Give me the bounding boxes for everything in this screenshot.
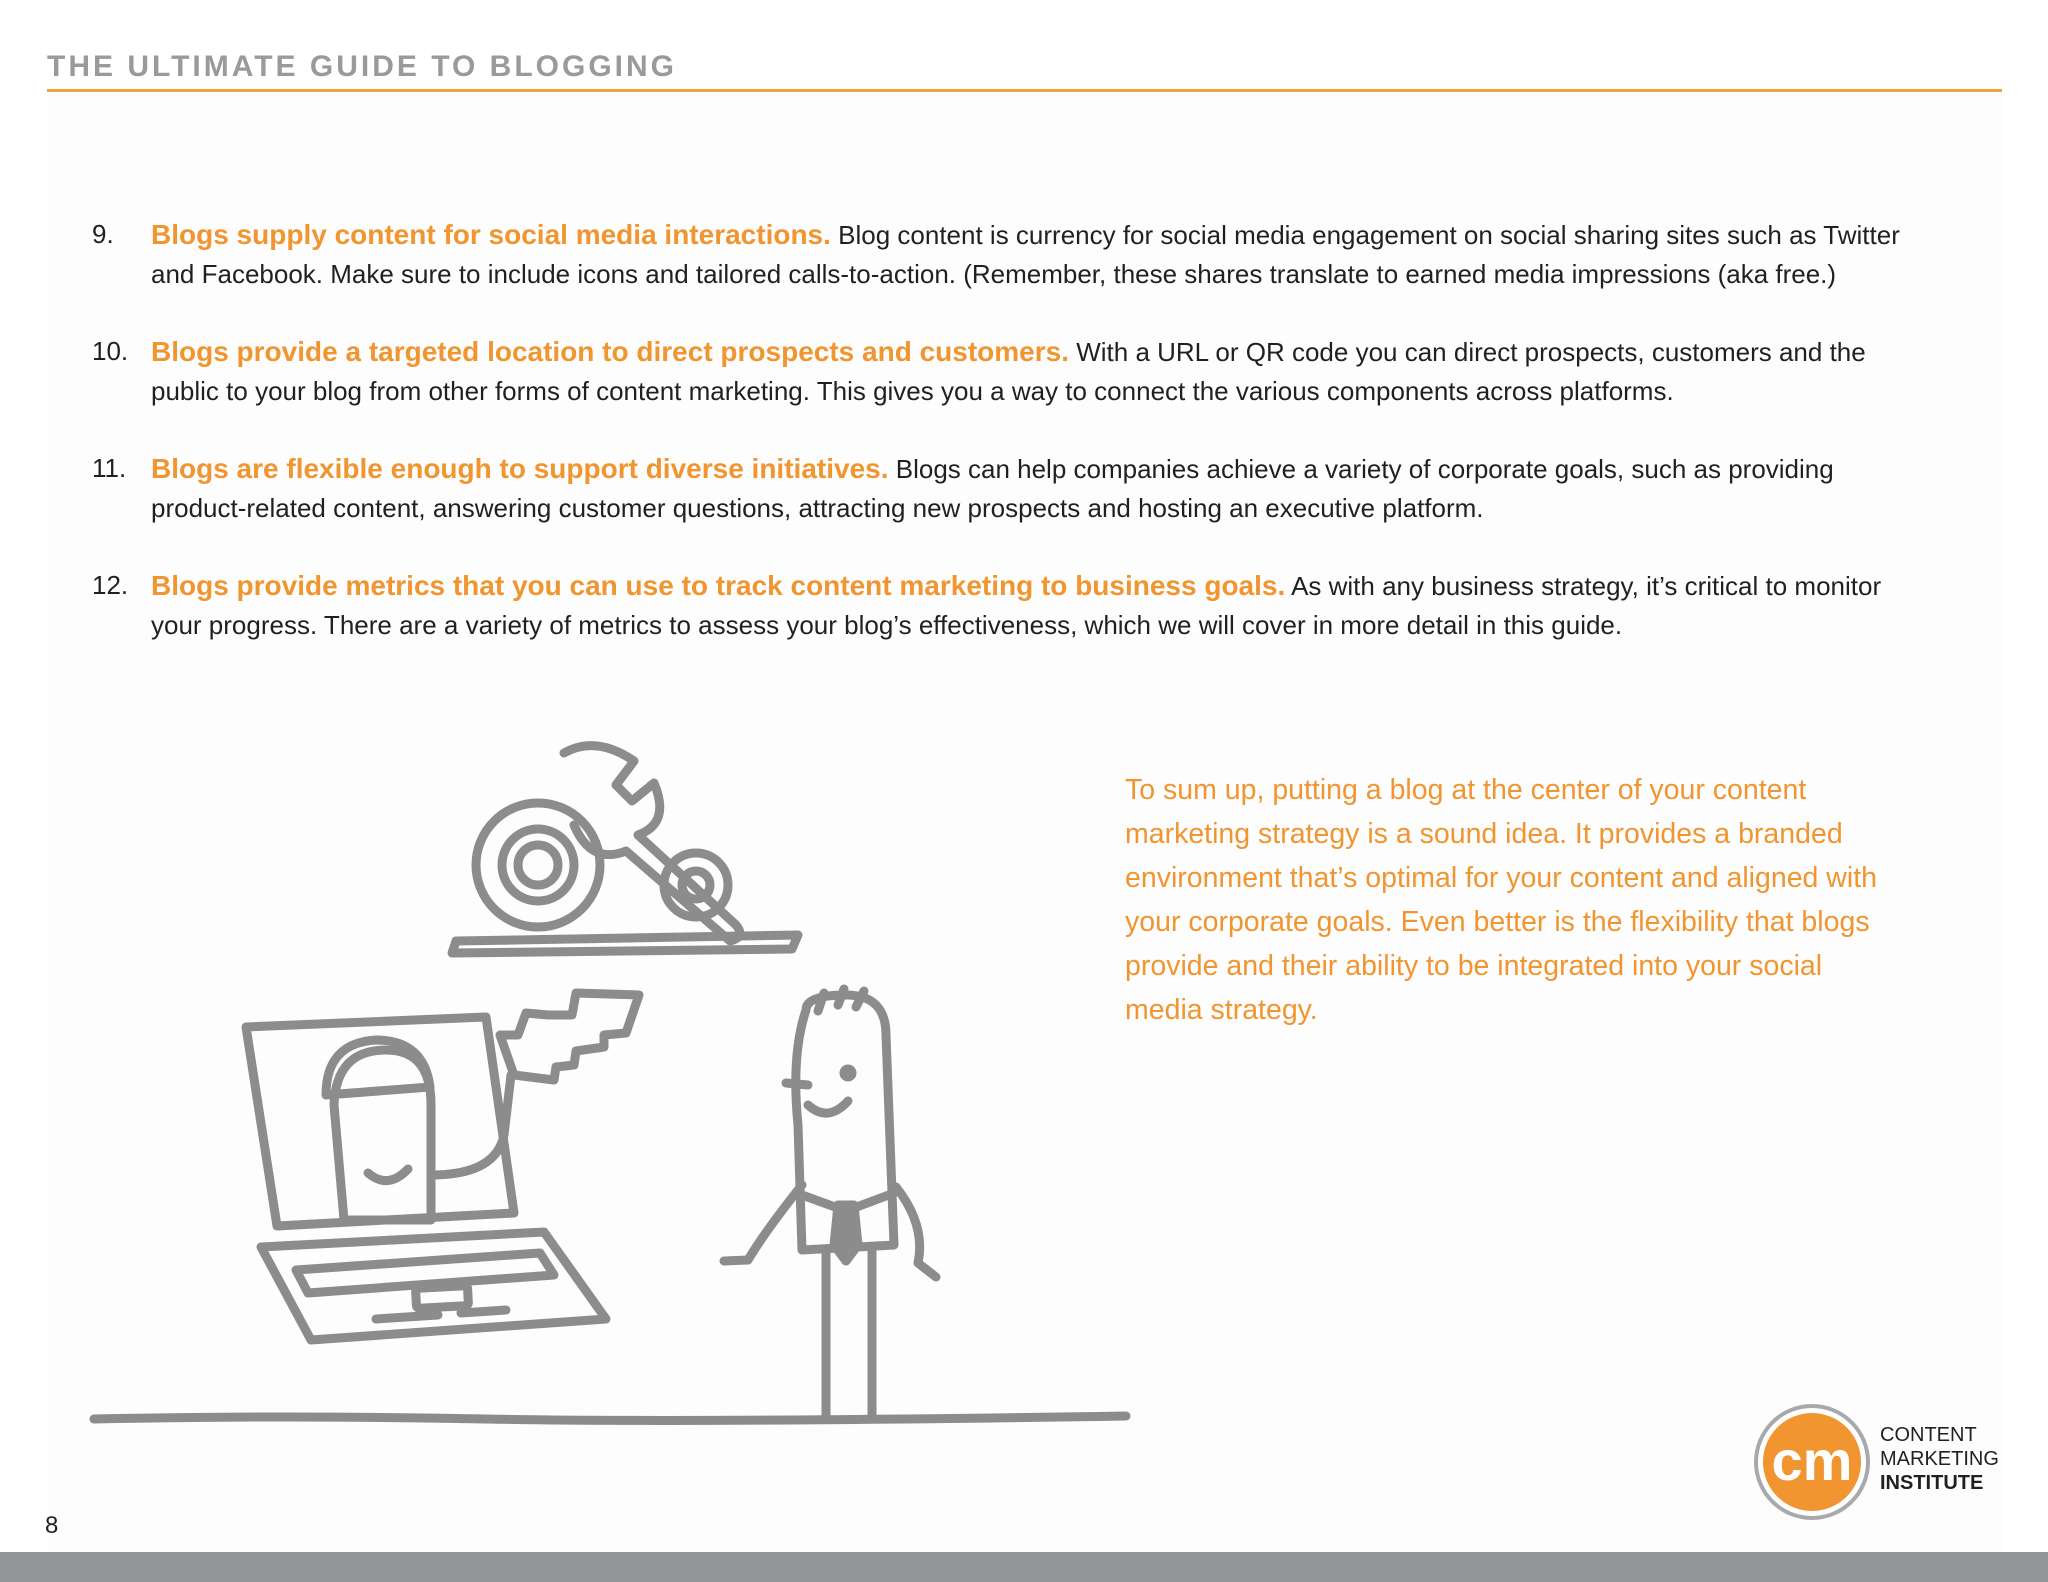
logo-line-marketing: MARKETING bbox=[1880, 1448, 1999, 1470]
list-item-lead: Blogs provide metrics that you can use to track content marketing to business goals. bbox=[151, 570, 1286, 601]
list-item bbox=[92, 332, 1912, 411]
ground-line bbox=[94, 1416, 1126, 1420]
page-number: 8 bbox=[45, 1512, 59, 1539]
summary-callout: To sum up, putting a blog at the center of your content marketing strategy is a sound idea. It provides a branded environment that’s optimal for your content and aligned with your corporate goals. Even better is the flexibility that blogs provide and their ability to be integrated into your social media strategy. bbox=[1125, 774, 1877, 1026]
document-header-title: THE ULTIMATE GUIDE TO BLOGGING bbox=[47, 50, 677, 83]
screen-person-head bbox=[334, 1050, 431, 1220]
list-item-lead: Blogs are flexible enough to support diverse initiatives. bbox=[151, 453, 889, 484]
list-item-number: 12. bbox=[92, 570, 129, 600]
logo-line-institute: INSTITUTE bbox=[1880, 1472, 1984, 1494]
list-item-text: Blog content is currency for social media engagement on social sharing sites such as Twitter and Facebook. Make sure to include icons and tailored calls-to-action. (Remember, these shares translate to earned media impressions (aka free.) bbox=[151, 220, 1900, 289]
laptop-touchpad bbox=[416, 1286, 469, 1309]
list-item bbox=[92, 215, 1912, 294]
cmi-logo-text bbox=[1880, 1423, 1999, 1495]
list-item-lead: Blogs provide a targeted location to direct prospects and customers. bbox=[151, 336, 1069, 367]
footer-bar bbox=[0, 1552, 2048, 1582]
character-tie bbox=[834, 1205, 858, 1261]
list-item-number: 9. bbox=[92, 219, 114, 249]
tray bbox=[452, 935, 798, 953]
cmi-logo-letters: cm bbox=[1771, 1429, 1853, 1492]
pixel-hand bbox=[500, 993, 639, 1080]
list-item-text: Blogs can help companies achieve a variety of corporate goals, such as providing product-related content, answering customer questions, attracting new prospects and hosting an executive platform. bbox=[151, 454, 1834, 523]
list-item bbox=[92, 449, 1912, 528]
list-item-lead: Blogs supply content for social media interactions. bbox=[151, 219, 831, 250]
list-item-text: With a URL or QR code you can direct prospects, customers and the public to your blog from other forms of content marketing. This gives you a way to connect the various components across platforms. bbox=[151, 337, 1866, 406]
list-item-text: As with any business strategy, it’s critical to monitor your progress. There are a variety of metrics to assess your blog’s effectiveness, which we will cover in more detail in this guide. bbox=[151, 571, 1882, 640]
list-item bbox=[92, 566, 1912, 645]
list-item-number: 11. bbox=[92, 453, 127, 483]
logo-line-content: CONTENT bbox=[1880, 1424, 1977, 1446]
list-item-number: 10. bbox=[92, 336, 129, 366]
numbered-benefits-list bbox=[92, 215, 1912, 683]
laptop-and-character-illustration bbox=[86, 705, 1136, 1435]
character-arm-right bbox=[896, 1187, 936, 1277]
gear-icon bbox=[476, 803, 600, 927]
character-arm-left bbox=[724, 1185, 802, 1261]
